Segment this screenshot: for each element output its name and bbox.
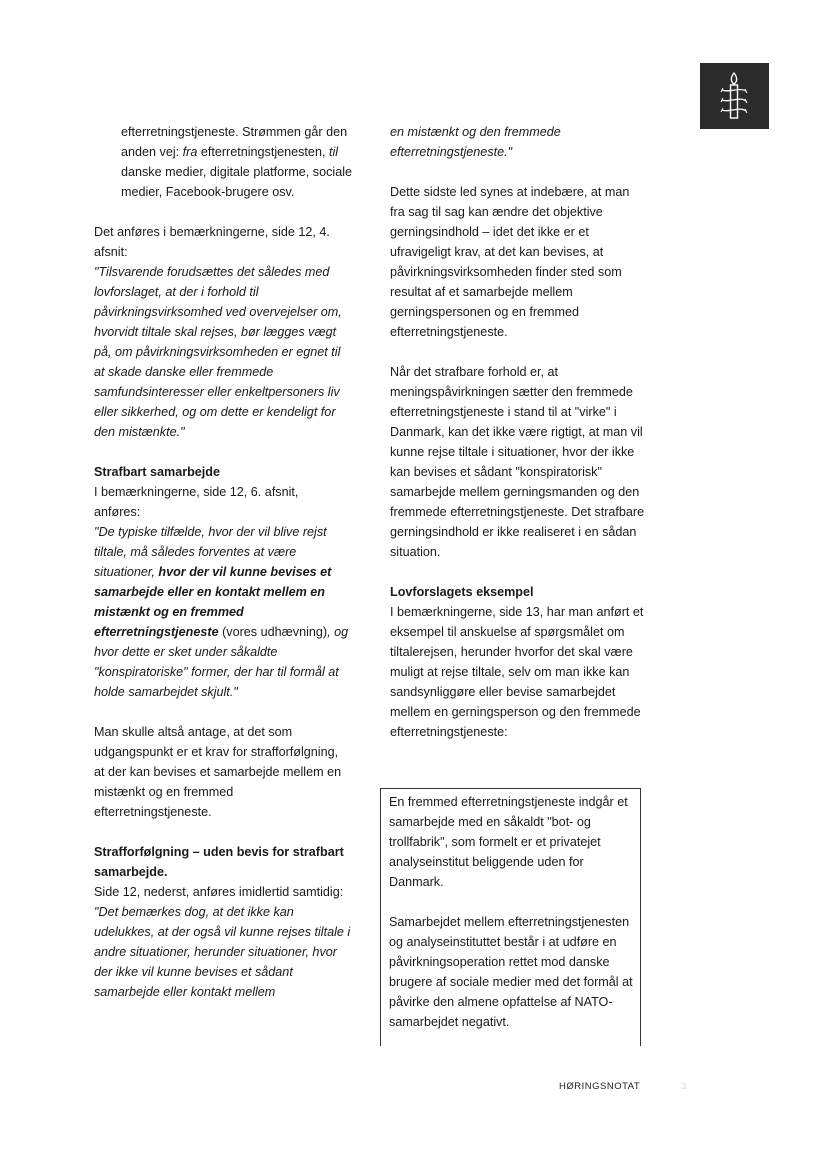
amnesty-logo — [700, 63, 769, 129]
box-paragraph: Samarbejdet mellem efterretningstjenesten og analyseinstituttet består i at udføre en påvirkningsoperation rettet mod danske brugere af sociale medier med det formål at påvirke den almene opfattelse af NATO-samarbejdet negativt. — [389, 915, 633, 1029]
paragraph: Dette sidste led synes at indebære, at man fra sag til sag kan ændre det objektive gerningsindhold – idet det ikke er et ufravigeligt krav, at det kan bevises, at påvirkningsvirksomheden finder sted som resultat af et samarbejde mellem gerningspersonen og en fremmed efterretningstjeneste. — [390, 185, 630, 339]
quote-continuation: en mistænkt og den fremmede efterretningstjeneste." — [390, 125, 561, 159]
section-lead: Det anføres i bemærkningerne, side 12, 4. afsnit: — [94, 225, 330, 259]
quote-block: "Tilsvarende forudsættes det således med lovforslaget, at der i forhold til påvirkningsvirksomhed ved overvejelser om, hvorvidt tiltale skal rejses, bør lægges vægt på, om påvirkningsvirksomheden er egnet til at skade danske eller fremmede samfundsinteresser eller enkeltpersoners liv eller sikkerhed, og om dette er kendeligt for den mistænkte." — [94, 265, 342, 439]
section-lead: I bemærkningerne, side 12, 6. afsnit, — [94, 485, 299, 499]
paragraph: Når det strafbare forhold er, at meningspåvirkningen sætter den fremmede efterretningstjeneste i stand til at "virke" i Danmark, kan det ikke være rigtigt, at man vil kunne rejse tiltale i situationer, hvor der ikke kan bevises et sådant "konspiratorisk" samarbejde mellem gerningsmanden og den fremmede efterretningstjeneste. Det strafbare gerningsindhold er ikke realiseret i en sådan situation. — [390, 365, 645, 559]
section-heading: Strafforfølgning – uden bevis for strafbart samarbejde. — [94, 845, 344, 879]
example-box — [380, 788, 641, 1046]
right-column — [390, 122, 645, 742]
box-paragraph: En fremmed efterretningstjeneste indgår et samarbejde med en såkaldt "bot- og trollfabrik", som formelt er et privatejet analyseinstitut beliggende uden for Danmark. — [389, 795, 628, 889]
section-heading: Lovforslagets eksempel — [390, 585, 534, 599]
amnesty-candle-icon — [700, 63, 769, 129]
section-heading: Strafbart samarbejde — [94, 465, 220, 479]
section-lead: Side 12, nederst, anføres imidlertid samtidig: — [94, 885, 344, 899]
footer-label: HØRINGSNOTAT — [559, 1081, 641, 1092]
quote-block: "De typiske tilfælde, hvor der vil blive rejst tiltale, må således forventes at være situationer, hvor der vil kunne bevises et samarbejde eller en kontakt mellem en mistænkt og en fremmed efterretningstjeneste (vores udhævning), og hvor dette er sket under såkaldte "konspiratoriske" former, der har til formål at holde samarbejdet skjult." — [94, 525, 349, 699]
paragraph: I bemærkningerne, side 13, har man anført et eksempel til anskuelse af spørgsmålet om tiltalerejsen, herunder hvorfor det skal være muligt at rejse tiltale, selv om man ikke kan sandsynliggøre eller bevise samarbejdet mellem en gerningsperson og den fremmede efterretningstjeneste: — [390, 605, 644, 739]
left-column — [94, 122, 352, 1002]
quote-block: "Det bemærkes dog, at det ikke kan udelukkes, at der også vil kunne rejses tiltale i andre situationer, herunder situationer, hvor der ikke vil kunne bevises et sådant samarbejde eller kontakt mellem — [94, 905, 351, 999]
paragraph: anføres: — [94, 505, 141, 519]
page-number: 3 — [681, 1081, 687, 1092]
paragraph: Man skulle altså antage, at det som udgangspunkt er et krav for strafforfølgning, at der kan bevises et samarbejde mellem en mistænkt og en fremmed efterretningstjeneste. — [94, 725, 342, 819]
intro-paragraph: efterretningstjeneste. Strømmen går den anden vej: fra efterretningstjenesten, til danske medier, digitale platforme, sociale medier, Facebook-brugere osv. — [121, 125, 353, 199]
